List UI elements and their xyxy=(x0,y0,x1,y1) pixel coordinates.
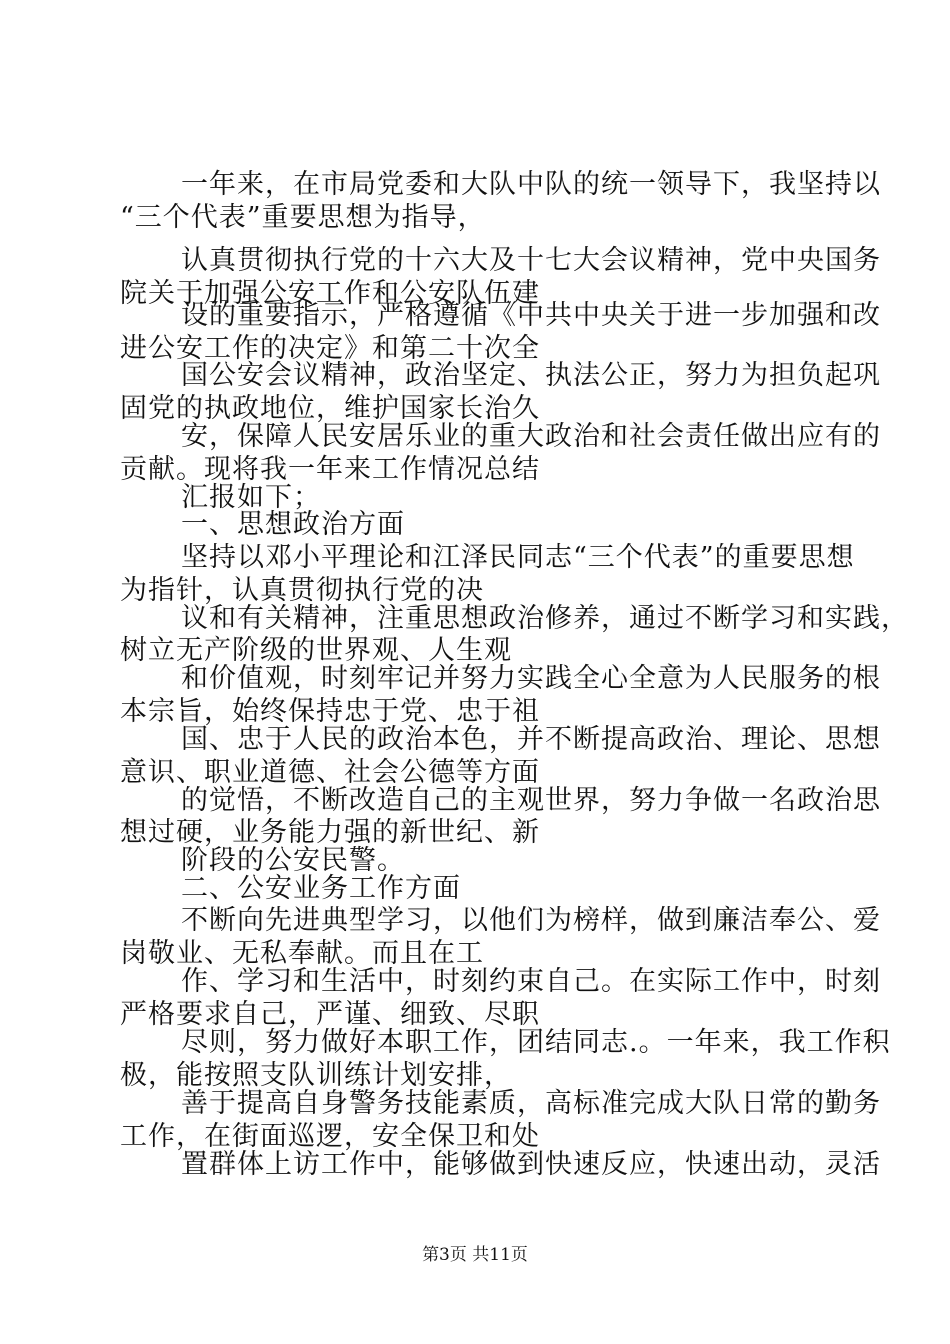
text-line: 汇报如下； xyxy=(181,482,321,513)
text-line: 树立无产阶级的世界观、人生观 xyxy=(120,635,512,666)
text-line: 置群体上访工作中，能够做到快速反应，快速出动，灵活 xyxy=(181,1149,881,1180)
text-line: 工作，在街面巡逻，安全保卫和处 xyxy=(120,1121,540,1152)
section-heading: 二、公安业务工作方面 xyxy=(181,873,461,904)
text-line: 想过硬，业务能力强的新世纪、新 xyxy=(120,817,540,848)
text-line: 坚持以邓小平理论和江泽民同志“三个代表”的重要思想 xyxy=(181,542,855,573)
text-line: 尽则，努力做好本职工作，团结同志.。一年来，我工作积 xyxy=(181,1027,891,1058)
text-line: 作、学习和生活中，时刻约束自己。在实际工作中，时刻 xyxy=(181,966,881,997)
text-line: 阶段的公安民警。 xyxy=(181,845,405,876)
text-line: 设的重要指示，严格遵循《中共中央关于进一步加强和改 xyxy=(181,300,881,331)
text-line: 本宗旨，始终保持忠于党、忠于祖 xyxy=(120,696,540,727)
text-line: “三个代表”重要思想为指导， xyxy=(120,202,486,233)
text-line: 议和有关精神，注重思想政治修养，通过不断学习和实践， xyxy=(181,603,909,634)
text-line: 岗敬业、无私奉献。而且在工 xyxy=(120,938,484,969)
text-line: 贡献。现将我一年来工作情况总结 xyxy=(120,454,540,485)
section-heading: 一、思想政治方面 xyxy=(181,509,405,540)
page-number-footer: 第3页 共11页 xyxy=(422,1245,528,1265)
text-line: 不断向先进典型学习，以他们为榜样，做到廉洁奉公、爱 xyxy=(181,905,881,936)
text-line: 进公安工作的决定》和第二十次全 xyxy=(120,333,540,364)
text-line: 善于提高自身警务技能素质，高标准完成大队日常的勤务 xyxy=(181,1088,881,1119)
text-line: 的觉悟，不断改造自己的主观世界，努力争做一名政治思 xyxy=(181,785,881,816)
text-line: 认真贯彻执行党的十六大及十七大会议精神，党中央国务 xyxy=(181,245,881,276)
text-line: 严格要求自己，严谨、细致、尽职 xyxy=(120,999,540,1030)
text-line: 国公安会议精神，政治坚定、执法公正，努力为担负起巩 xyxy=(181,360,881,391)
text-line: 院关于加强公安工作和公安队伍建 xyxy=(120,278,540,309)
text-line: 安，保障人民安居乐业的重大政治和社会责任做出应有的 xyxy=(181,421,881,452)
text-line: 固党的执政地位，维护国家长治久 xyxy=(120,393,540,424)
text-line: 极，能按照支队训练计划安排， xyxy=(120,1060,512,1091)
text-line: 为指针，认真贯彻执行党的决 xyxy=(120,575,484,606)
text-line: 和价值观，时刻牢记并努力实践全心全意为人民服务的根 xyxy=(181,663,881,694)
text-line: 一年来，在市局党委和大队中队的统一领导下，我坚持以 xyxy=(181,169,881,200)
text-line: 国、忠于人民的政治本色，并不断提高政治、理论、思想 xyxy=(181,724,881,755)
text-line: 意识、职业道德、社会公德等方面 xyxy=(120,757,540,788)
